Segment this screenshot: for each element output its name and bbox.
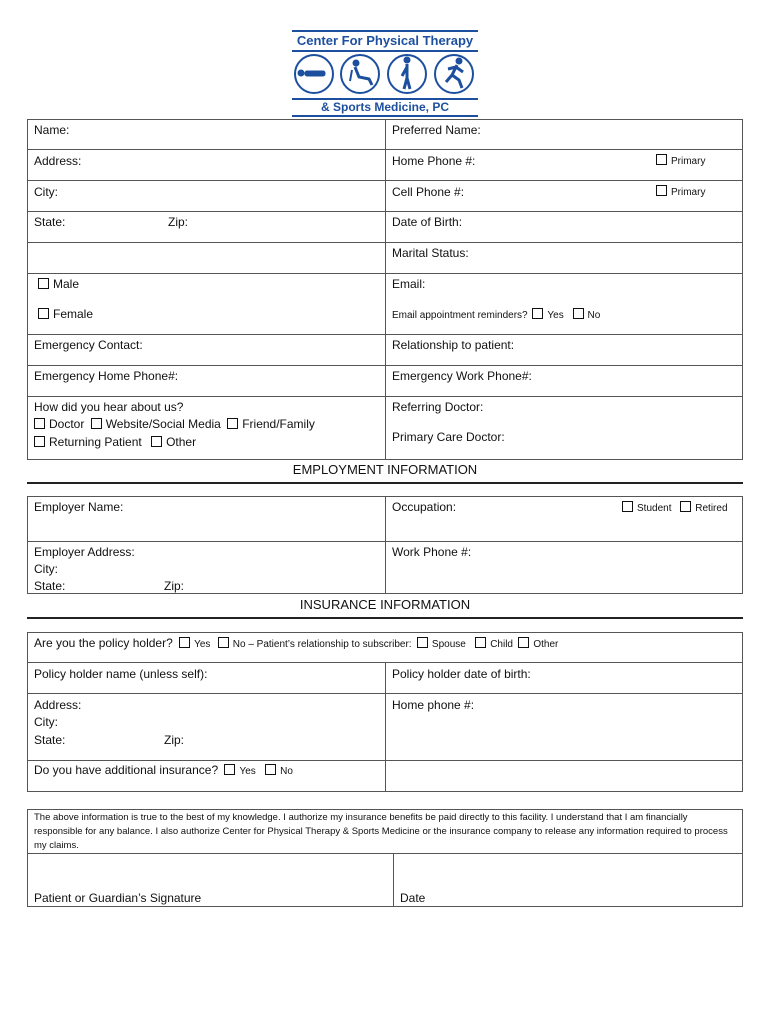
home-phone-primary-option[interactable] [656, 154, 705, 169]
employer-name-label: Employer Name: [34, 500, 124, 514]
relationship-other-checkbox[interactable] [518, 637, 529, 648]
email-reminders-yes-checkbox[interactable] [532, 308, 543, 319]
logo-title: Center For Physical Therapy [296, 33, 474, 48]
cell-phone-label: Cell Phone #: [392, 185, 465, 199]
email-reminders-row [392, 308, 600, 323]
policy-holder-question: Are you the policy holder? [34, 636, 173, 650]
yes-label: Yes [547, 310, 564, 321]
additional-no-checkbox[interactable] [265, 764, 276, 775]
employment-heading: EMPLOYMENT INFORMATION [292, 462, 478, 477]
female-checkbox[interactable] [38, 308, 49, 319]
employer-state-label: State: [34, 579, 66, 593]
no-label: No [587, 310, 601, 321]
student-checkbox[interactable] [622, 501, 633, 512]
primary-label: Primary [671, 156, 706, 167]
male-label: Male [53, 277, 80, 291]
female-option[interactable] [38, 307, 93, 321]
employment-divider [27, 482, 743, 484]
email-reminders-no-checkbox[interactable] [573, 308, 584, 319]
insurance-heading: INSURANCE INFORMATION [299, 597, 471, 612]
male-checkbox[interactable] [38, 278, 49, 289]
retired-checkbox[interactable] [680, 501, 691, 512]
dob-label: Date of Birth: [392, 215, 463, 229]
date-label: Date [400, 891, 426, 905]
additional-yes-checkbox[interactable] [224, 764, 235, 775]
state-label: State: [34, 215, 66, 229]
friend-checkbox[interactable] [227, 418, 238, 429]
relationship-label: Relationship to patient: [392, 338, 515, 352]
policy-holder-yes-checkbox[interactable] [179, 637, 190, 648]
other-label: Other [533, 639, 559, 650]
student-label: Student [637, 503, 672, 514]
referring-doctor-label: Referring Doctor: [392, 400, 484, 414]
no-relationship-label: No – Patient’s relationship to subscriber: [232, 639, 412, 650]
home-phone-primary-checkbox[interactable] [656, 154, 667, 165]
emergency-contact-label: Emergency Contact: [34, 338, 143, 352]
insurance-state-label: State: [34, 733, 66, 747]
friend-label: Friend/Family [242, 417, 315, 431]
other-label: Other [166, 435, 197, 449]
logo-bottom-rule [292, 115, 478, 117]
city-label: City: [34, 185, 58, 199]
female-label: Female [53, 307, 94, 321]
no-label: No [280, 766, 293, 777]
address-label: Address: [34, 154, 82, 168]
doctor-label: Doctor [49, 417, 85, 431]
yes-label: Yes [194, 639, 211, 650]
returning-patient-label: Returning Patient [49, 435, 142, 449]
email-label: Email: [392, 277, 426, 291]
policy-holder-no-checkbox[interactable] [218, 637, 229, 648]
logo-icons [292, 52, 478, 98]
policy-holder-row [34, 636, 558, 652]
primary-care-doctor-label: Primary Care Doctor: [392, 430, 505, 444]
doctor-checkbox[interactable] [34, 418, 45, 429]
additional-insurance-row [34, 763, 293, 779]
yes-label: Yes [239, 766, 256, 777]
retired-label: Retired [695, 503, 728, 514]
work-phone-label: Work Phone #: [392, 545, 472, 559]
sitting-person-icon [341, 55, 379, 93]
insurance-city-label: City: [34, 715, 58, 729]
emergency-home-phone-label: Emergency Home Phone#: [34, 369, 179, 383]
hear-about-label: How did you hear about us? [34, 400, 184, 414]
employer-zip-label: Zip: [164, 579, 185, 593]
name-label: Name: [34, 123, 70, 137]
logo-top-rule [292, 30, 478, 32]
zip-label: Zip: [168, 215, 189, 229]
spouse-label: Spouse [431, 639, 466, 650]
logo-subtitle: & Sports Medicine, PC [320, 100, 450, 114]
insurance-home-phone-label: Home phone #: [392, 698, 475, 712]
returning-patient-checkbox[interactable] [34, 436, 45, 447]
referral-source-row-2 [34, 435, 196, 449]
referral-source-row-1 [34, 417, 315, 431]
cell-phone-primary-option[interactable] [656, 185, 705, 200]
other-checkbox[interactable] [151, 436, 162, 447]
cell-phone-primary-checkbox[interactable] [656, 185, 667, 196]
primary-label: Primary [671, 187, 706, 198]
policy-holder-name-label: Policy holder name (unless self): [34, 667, 208, 681]
preferred-name-label: Preferred Name: [392, 123, 481, 137]
signature-label: Patient or Guardian’s Signature [34, 891, 202, 905]
website-checkbox[interactable] [91, 418, 102, 429]
emergency-work-phone-label: Emergency Work Phone#: [392, 369, 532, 383]
additional-insurance-question: Do you have additional insurance? [34, 763, 219, 777]
insurance-zip-label: Zip: [164, 733, 185, 747]
employer-city-label: City: [34, 562, 58, 576]
email-reminders-label: Email appointment reminders? [392, 310, 528, 321]
consent-text: The above information is true to the best of my knowledge. I authorize my insurance benefits be paid directly to this facility. I understand that I am financially responsible for any balance. I also authorize Center for Physical Therapy & Sports Medicine or the insurance company to release any information required to process my claims. [34, 812, 728, 851]
child-label: Child [490, 639, 513, 650]
marital-status-label: Marital Status: [392, 246, 469, 260]
occupation-label: Occupation: [392, 500, 457, 514]
home-phone-label: Home Phone #: [392, 154, 476, 168]
child-checkbox[interactable] [475, 637, 486, 648]
male-option[interactable] [38, 277, 79, 291]
website-label: Website/Social Media [105, 417, 221, 431]
occupation-status-options [622, 501, 728, 516]
policy-holder-dob-label: Policy holder date of birth: [392, 667, 531, 681]
insurance-address-label: Address: [34, 698, 82, 712]
insurance-divider [27, 617, 743, 619]
spouse-checkbox[interactable] [417, 637, 428, 648]
employer-address-label: Employer Address: [34, 545, 135, 559]
